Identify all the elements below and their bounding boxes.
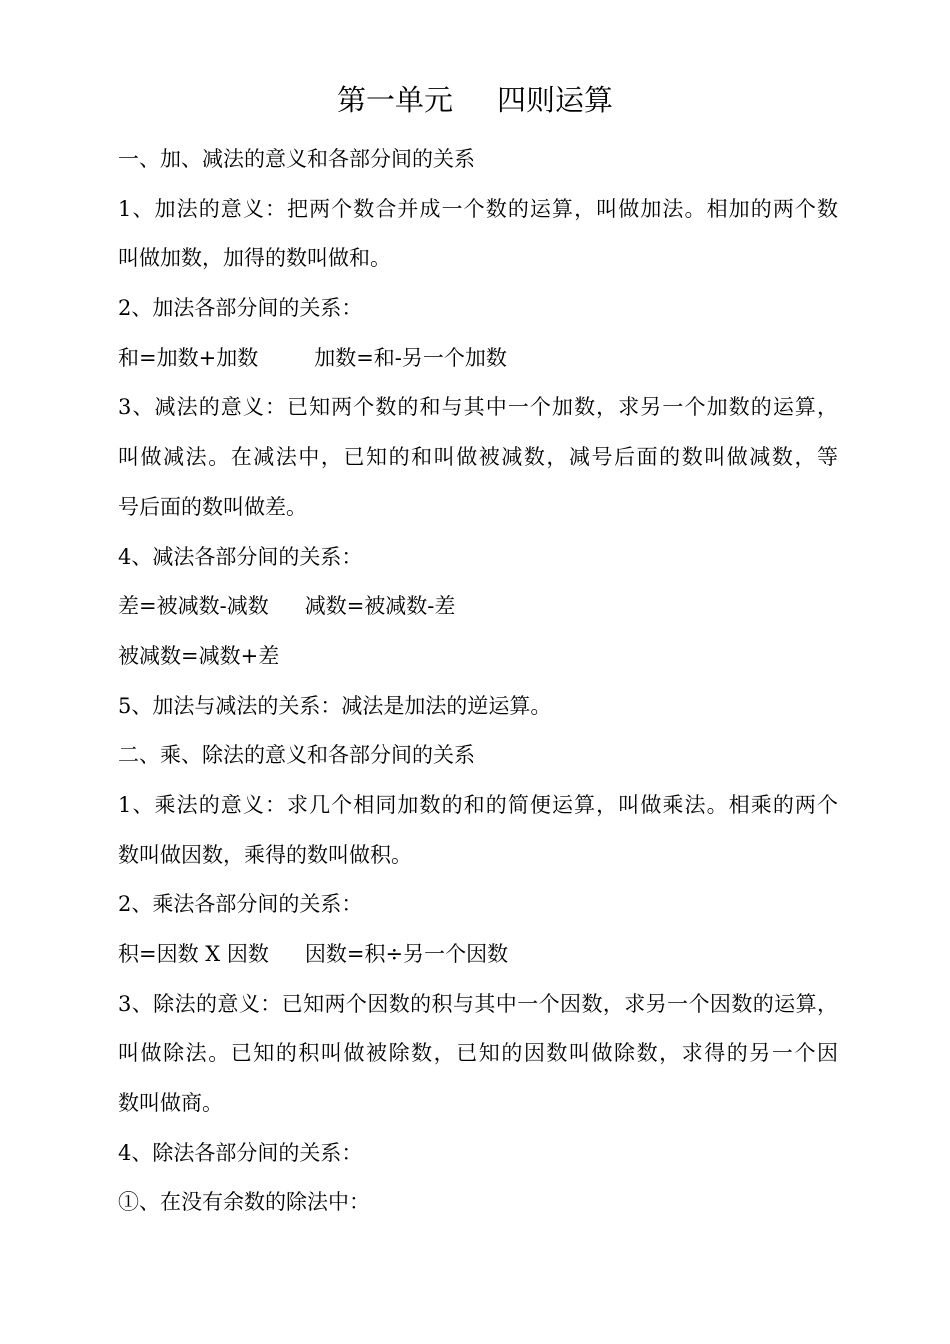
formula-line [118,334,838,384]
formula: 和=加数+加数 [118,345,259,370]
formula: 因数=积÷另一个因数 [304,942,509,966]
paragraph-line: 2、加法各部分间的关系： [118,296,363,321]
page-title [0,78,950,122]
title-topic: 四则运算 [497,83,614,117]
formula: 积=因数 X 因数 [118,942,269,966]
title-unit: 第一单元 [336,83,453,117]
formula: 差=被减数-减数 [118,594,269,619]
formula-line [118,582,838,632]
formula-line: 被减数=减数+差 [118,643,280,668]
paragraph-line: 2、乘法各部分间的关系： [118,892,363,917]
formula: 加数=和-另一个加数 [314,345,507,370]
section-heading-multiply-divide: 二、乘、除法的意义和各部分间的关系 [118,743,475,768]
paragraph-line: 3、减法的意义：已知两个数的和与其中一个加数，求另一个加数的运算， [118,395,838,420]
paragraph-line: 5、加法与减法的关系：减法是加法的逆运算。 [118,693,552,718]
document-body [118,135,838,1228]
paragraph-line: 3、除法的意义：已知两个因数的积与其中一个因数，求另一个因数的运算， [118,991,838,1016]
formula: 减数=被减数-差 [304,594,456,619]
formula-line [118,930,838,980]
paragraph-line: 4、除法各部分间的关系： [118,1140,363,1165]
paragraph-line: 叫做减法。在减法中，已知的和叫做被减数，减号后面的数叫做减数，等 [118,445,838,470]
paragraph-line: 1、加法的意义：把两个数合并成一个数的运算，叫做加法。相加的两个数 [118,196,838,221]
paragraph-line: 叫做除法。已知的积叫做被除数，已知的因数叫做除数，求得的另一个因 [118,1041,838,1066]
paragraph-line: 1、乘法的意义：求几个相同加数的和的简便运算，叫做乘法。相乘的两个 [118,792,838,817]
paragraph-line: 叫做加数，加得的数叫做和。 [118,246,391,271]
paragraph-line: ①、在没有余数的除法中： [118,1190,370,1215]
paragraph-line: 数叫做商。 [118,1091,223,1116]
section-heading-add-subtract: 一、加、减法的意义和各部分间的关系 [118,147,475,171]
paragraph-line: 4、减法各部分间的关系： [118,544,363,569]
paragraph-line: 号后面的数叫做差。 [118,494,307,519]
paragraph-line: 数叫做因数，乘得的数叫做积。 [118,842,412,867]
